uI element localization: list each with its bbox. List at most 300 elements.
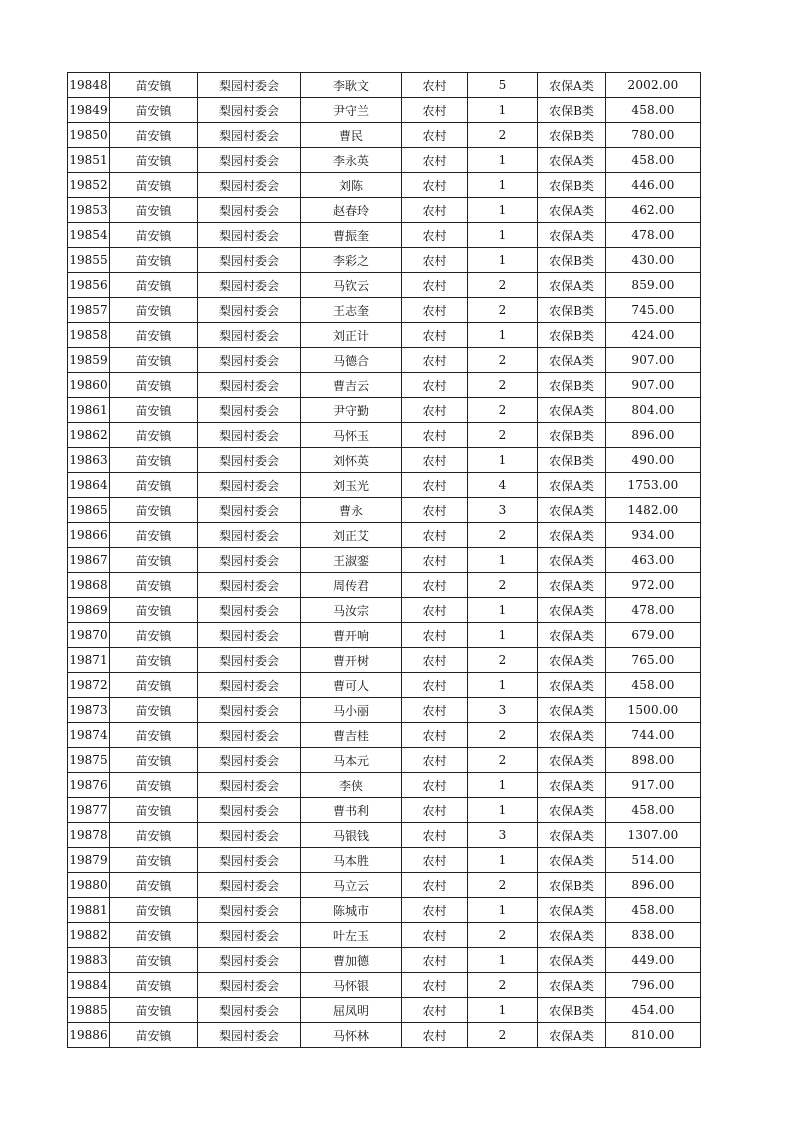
cell-town: 苗安镇 (110, 223, 198, 248)
cell-name: 李侠 (301, 773, 402, 798)
cell-type: 农村 (402, 248, 468, 273)
cell-amount: 458.00 (606, 798, 701, 823)
cell-type: 农村 (402, 148, 468, 173)
table-row (68, 848, 701, 873)
cell-town: 苗安镇 (110, 373, 198, 398)
cell-village: 梨园村委会 (198, 823, 301, 848)
cell-name: 王淑銮 (301, 548, 402, 573)
cell-name: 曹加德 (301, 948, 402, 973)
cell-village: 梨园村委会 (198, 148, 301, 173)
cell-village: 梨园村委会 (198, 273, 301, 298)
cell-id: 19882 (68, 923, 110, 948)
table-row (68, 698, 701, 723)
cell-town: 苗安镇 (110, 698, 198, 723)
cell-name: 马本胜 (301, 848, 402, 873)
cell-type: 农村 (402, 73, 468, 98)
cell-name: 刘陈 (301, 173, 402, 198)
cell-id: 19852 (68, 173, 110, 198)
table-row (68, 148, 701, 173)
cell-type: 农村 (402, 798, 468, 823)
table-row (68, 223, 701, 248)
cell-count: 1 (468, 623, 538, 648)
table-row (68, 423, 701, 448)
cell-town: 苗安镇 (110, 98, 198, 123)
cell-category: 农保A类 (538, 948, 606, 973)
table-row (68, 973, 701, 998)
cell-id: 19886 (68, 1023, 110, 1048)
cell-category: 农保B类 (538, 873, 606, 898)
cell-count: 3 (468, 498, 538, 523)
cell-id: 19878 (68, 823, 110, 848)
cell-amount: 804.00 (606, 398, 701, 423)
cell-type: 农村 (402, 123, 468, 148)
cell-village: 梨园村委会 (198, 723, 301, 748)
table-row (68, 248, 701, 273)
cell-name: 曹开响 (301, 623, 402, 648)
cell-town: 苗安镇 (110, 948, 198, 973)
cell-village: 梨园村委会 (198, 523, 301, 548)
cell-amount: 859.00 (606, 273, 701, 298)
cell-town: 苗安镇 (110, 848, 198, 873)
cell-name: 刘正计 (301, 323, 402, 348)
cell-type: 农村 (402, 748, 468, 773)
table-row (68, 648, 701, 673)
cell-name: 马本元 (301, 748, 402, 773)
cell-category: 农保A类 (538, 598, 606, 623)
cell-count: 2 (468, 423, 538, 448)
cell-category: 农保A类 (538, 348, 606, 373)
cell-type: 农村 (402, 473, 468, 498)
table-body (68, 73, 701, 1048)
cell-category: 农保A类 (538, 273, 606, 298)
cell-category: 农保A类 (538, 573, 606, 598)
cell-town: 苗安镇 (110, 723, 198, 748)
table-row (68, 623, 701, 648)
cell-count: 2 (468, 973, 538, 998)
table-row (68, 523, 701, 548)
cell-amount: 745.00 (606, 298, 701, 323)
cell-count: 1 (468, 898, 538, 923)
cell-name: 马怀林 (301, 1023, 402, 1048)
cell-count: 1 (468, 223, 538, 248)
cell-id: 19855 (68, 248, 110, 273)
cell-name: 刘怀英 (301, 448, 402, 473)
cell-name: 曹永 (301, 498, 402, 523)
cell-amount: 907.00 (606, 373, 701, 398)
cell-category: 农保A类 (538, 148, 606, 173)
table-row (68, 123, 701, 148)
cell-town: 苗安镇 (110, 798, 198, 823)
table-row (68, 873, 701, 898)
cell-category: 农保B类 (538, 373, 606, 398)
table-row (68, 598, 701, 623)
cell-village: 梨园村委会 (198, 748, 301, 773)
cell-town: 苗安镇 (110, 548, 198, 573)
cell-amount: 514.00 (606, 848, 701, 873)
cell-town: 苗安镇 (110, 523, 198, 548)
cell-amount: 810.00 (606, 1023, 701, 1048)
cell-type: 农村 (402, 498, 468, 523)
table-row (68, 948, 701, 973)
cell-count: 1 (468, 773, 538, 798)
cell-town: 苗安镇 (110, 348, 198, 373)
table-row (68, 173, 701, 198)
cell-amount: 454.00 (606, 998, 701, 1023)
cell-type: 农村 (402, 698, 468, 723)
cell-name: 李耿文 (301, 73, 402, 98)
cell-town: 苗安镇 (110, 623, 198, 648)
cell-id: 19851 (68, 148, 110, 173)
table-row (68, 448, 701, 473)
cell-village: 梨园村委会 (198, 973, 301, 998)
cell-name: 曹民 (301, 123, 402, 148)
cell-town: 苗安镇 (110, 73, 198, 98)
cell-village: 梨园村委会 (198, 698, 301, 723)
cell-id: 19850 (68, 123, 110, 148)
cell-type: 农村 (402, 448, 468, 473)
cell-type: 农村 (402, 523, 468, 548)
cell-village: 梨园村委会 (198, 223, 301, 248)
cell-count: 2 (468, 723, 538, 748)
cell-type: 农村 (402, 723, 468, 748)
cell-count: 2 (468, 923, 538, 948)
cell-id: 19875 (68, 748, 110, 773)
cell-type: 农村 (402, 673, 468, 698)
cell-category: 农保A类 (538, 548, 606, 573)
cell-village: 梨园村委会 (198, 773, 301, 798)
cell-town: 苗安镇 (110, 973, 198, 998)
cell-id: 19876 (68, 773, 110, 798)
cell-town: 苗安镇 (110, 748, 198, 773)
cell-category: 农保A类 (538, 898, 606, 923)
cell-name: 李永英 (301, 148, 402, 173)
cell-type: 农村 (402, 548, 468, 573)
cell-id: 19880 (68, 873, 110, 898)
cell-count: 1 (468, 998, 538, 1023)
table-row (68, 348, 701, 373)
cell-town: 苗安镇 (110, 673, 198, 698)
cell-village: 梨园村委会 (198, 348, 301, 373)
cell-category: 农保A类 (538, 498, 606, 523)
cell-category: 农保A类 (538, 673, 606, 698)
cell-id: 19861 (68, 398, 110, 423)
cell-category: 农保A类 (538, 523, 606, 548)
cell-type: 农村 (402, 198, 468, 223)
cell-village: 梨园村委会 (198, 248, 301, 273)
cell-village: 梨园村委会 (198, 1023, 301, 1048)
cell-village: 梨园村委会 (198, 798, 301, 823)
cell-id: 19883 (68, 948, 110, 973)
cell-type: 农村 (402, 648, 468, 673)
cell-name: 马怀玉 (301, 423, 402, 448)
table-row (68, 798, 701, 823)
cell-town: 苗安镇 (110, 273, 198, 298)
cell-village: 梨园村委会 (198, 573, 301, 598)
cell-village: 梨园村委会 (198, 173, 301, 198)
cell-amount: 934.00 (606, 523, 701, 548)
cell-town: 苗安镇 (110, 998, 198, 1023)
cell-amount: 896.00 (606, 873, 701, 898)
cell-id: 19877 (68, 798, 110, 823)
cell-category: 农保B类 (538, 323, 606, 348)
table-row (68, 98, 701, 123)
cell-town: 苗安镇 (110, 598, 198, 623)
cell-id: 19879 (68, 848, 110, 873)
cell-type: 农村 (402, 348, 468, 373)
cell-id: 19848 (68, 73, 110, 98)
cell-town: 苗安镇 (110, 423, 198, 448)
table-row (68, 398, 701, 423)
cell-name: 李彩之 (301, 248, 402, 273)
cell-id: 19856 (68, 273, 110, 298)
cell-count: 1 (468, 548, 538, 573)
cell-town: 苗安镇 (110, 248, 198, 273)
cell-type: 农村 (402, 423, 468, 448)
cell-village: 梨园村委会 (198, 848, 301, 873)
cell-count: 2 (468, 123, 538, 148)
table-row (68, 723, 701, 748)
cell-category: 农保A类 (538, 773, 606, 798)
cell-count: 2 (468, 398, 538, 423)
cell-name: 曹书利 (301, 798, 402, 823)
cell-id: 19885 (68, 998, 110, 1023)
cell-town: 苗安镇 (110, 823, 198, 848)
cell-type: 农村 (402, 223, 468, 248)
cell-type: 农村 (402, 173, 468, 198)
cell-count: 2 (468, 298, 538, 323)
cell-category: 农保A类 (538, 798, 606, 823)
table-row (68, 323, 701, 348)
cell-category: 农保A类 (538, 748, 606, 773)
data-table (67, 72, 701, 1048)
cell-amount: 898.00 (606, 748, 701, 773)
cell-id: 19868 (68, 573, 110, 598)
cell-type: 农村 (402, 998, 468, 1023)
cell-type: 农村 (402, 923, 468, 948)
cell-count: 5 (468, 73, 538, 98)
cell-village: 梨园村委会 (198, 498, 301, 523)
cell-amount: 458.00 (606, 98, 701, 123)
cell-name: 周传君 (301, 573, 402, 598)
cell-name: 曹开树 (301, 648, 402, 673)
cell-category: 农保A类 (538, 398, 606, 423)
cell-village: 梨园村委会 (198, 598, 301, 623)
table-row (68, 773, 701, 798)
cell-category: 农保A类 (538, 623, 606, 648)
cell-count: 1 (468, 948, 538, 973)
cell-village: 梨园村委会 (198, 98, 301, 123)
cell-village: 梨园村委会 (198, 623, 301, 648)
cell-town: 苗安镇 (110, 123, 198, 148)
cell-name: 马汝宗 (301, 598, 402, 623)
cell-count: 1 (468, 848, 538, 873)
cell-amount: 917.00 (606, 773, 701, 798)
cell-count: 3 (468, 698, 538, 723)
table-row (68, 373, 701, 398)
cell-id: 19864 (68, 473, 110, 498)
cell-town: 苗安镇 (110, 773, 198, 798)
cell-id: 19863 (68, 448, 110, 473)
cell-count: 1 (468, 98, 538, 123)
cell-count: 1 (468, 673, 538, 698)
cell-amount: 796.00 (606, 973, 701, 998)
cell-town: 苗安镇 (110, 398, 198, 423)
cell-category: 农保A类 (538, 973, 606, 998)
table-row (68, 823, 701, 848)
table-row (68, 73, 701, 98)
cell-amount: 430.00 (606, 248, 701, 273)
cell-town: 苗安镇 (110, 873, 198, 898)
cell-name: 曹可人 (301, 673, 402, 698)
cell-name: 曹吉云 (301, 373, 402, 398)
cell-town: 苗安镇 (110, 648, 198, 673)
table-row (68, 548, 701, 573)
cell-id: 19860 (68, 373, 110, 398)
cell-type: 农村 (402, 273, 468, 298)
cell-category: 农保A类 (538, 1023, 606, 1048)
cell-amount: 458.00 (606, 148, 701, 173)
cell-name: 曹吉桂 (301, 723, 402, 748)
cell-type: 农村 (402, 823, 468, 848)
cell-amount: 838.00 (606, 923, 701, 948)
cell-amount: 1307.00 (606, 823, 701, 848)
cell-category: 农保A类 (538, 473, 606, 498)
cell-id: 19870 (68, 623, 110, 648)
cell-id: 19867 (68, 548, 110, 573)
cell-village: 梨园村委会 (198, 548, 301, 573)
cell-count: 2 (468, 1023, 538, 1048)
cell-category: 农保B类 (538, 423, 606, 448)
cell-town: 苗安镇 (110, 448, 198, 473)
cell-id: 19881 (68, 898, 110, 923)
cell-name: 赵春玲 (301, 198, 402, 223)
cell-id: 19854 (68, 223, 110, 248)
cell-type: 农村 (402, 98, 468, 123)
table-row (68, 473, 701, 498)
cell-id: 19857 (68, 298, 110, 323)
table-row (68, 498, 701, 523)
cell-name: 尹守兰 (301, 98, 402, 123)
cell-type: 农村 (402, 973, 468, 998)
cell-name: 叶左玉 (301, 923, 402, 948)
table-row (68, 1023, 701, 1048)
cell-category: 农保B类 (538, 998, 606, 1023)
cell-name: 刘玉光 (301, 473, 402, 498)
cell-name: 马钦云 (301, 273, 402, 298)
cell-id: 19866 (68, 523, 110, 548)
cell-amount: 780.00 (606, 123, 701, 148)
cell-id: 19874 (68, 723, 110, 748)
cell-type: 农村 (402, 398, 468, 423)
cell-category: 农保A类 (538, 648, 606, 673)
cell-town: 苗安镇 (110, 573, 198, 598)
cell-count: 1 (468, 173, 538, 198)
cell-village: 梨园村委会 (198, 673, 301, 698)
cell-name: 马怀银 (301, 973, 402, 998)
cell-amount: 744.00 (606, 723, 701, 748)
cell-id: 19873 (68, 698, 110, 723)
cell-town: 苗安镇 (110, 898, 198, 923)
cell-amount: 463.00 (606, 548, 701, 573)
cell-count: 3 (468, 823, 538, 848)
cell-type: 农村 (402, 873, 468, 898)
cell-count: 1 (468, 323, 538, 348)
cell-count: 2 (468, 273, 538, 298)
cell-category: 农保B类 (538, 123, 606, 148)
cell-count: 1 (468, 448, 538, 473)
cell-town: 苗安镇 (110, 473, 198, 498)
cell-type: 农村 (402, 848, 468, 873)
cell-amount: 446.00 (606, 173, 701, 198)
cell-type: 农村 (402, 623, 468, 648)
cell-category: 农保B类 (538, 98, 606, 123)
cell-amount: 679.00 (606, 623, 701, 648)
table-row (68, 923, 701, 948)
cell-count: 2 (468, 873, 538, 898)
cell-amount: 478.00 (606, 598, 701, 623)
cell-amount: 462.00 (606, 198, 701, 223)
cell-village: 梨园村委会 (198, 73, 301, 98)
cell-count: 2 (468, 523, 538, 548)
table-row (68, 198, 701, 223)
cell-village: 梨园村委会 (198, 948, 301, 973)
table-row (68, 273, 701, 298)
cell-count: 2 (468, 648, 538, 673)
table-row (68, 748, 701, 773)
cell-amount: 2002.00 (606, 73, 701, 98)
cell-town: 苗安镇 (110, 148, 198, 173)
cell-category: 农保A类 (538, 223, 606, 248)
cell-count: 4 (468, 473, 538, 498)
cell-id: 19849 (68, 98, 110, 123)
cell-type: 农村 (402, 773, 468, 798)
cell-category: 农保A类 (538, 848, 606, 873)
cell-count: 1 (468, 598, 538, 623)
cell-village: 梨园村委会 (198, 648, 301, 673)
cell-name: 马立云 (301, 873, 402, 898)
cell-id: 19859 (68, 348, 110, 373)
cell-type: 农村 (402, 898, 468, 923)
cell-id: 19858 (68, 323, 110, 348)
cell-village: 梨园村委会 (198, 448, 301, 473)
cell-village: 梨园村委会 (198, 323, 301, 348)
cell-count: 1 (468, 248, 538, 273)
cell-amount: 907.00 (606, 348, 701, 373)
cell-count: 1 (468, 798, 538, 823)
cell-count: 1 (468, 198, 538, 223)
cell-town: 苗安镇 (110, 923, 198, 948)
cell-name: 马德合 (301, 348, 402, 373)
cell-town: 苗安镇 (110, 498, 198, 523)
cell-village: 梨园村委会 (198, 123, 301, 148)
cell-category: 农保A类 (538, 923, 606, 948)
cell-category: 农保A类 (538, 723, 606, 748)
cell-name: 刘正艾 (301, 523, 402, 548)
cell-id: 19869 (68, 598, 110, 623)
cell-amount: 972.00 (606, 573, 701, 598)
cell-id: 19872 (68, 673, 110, 698)
cell-id: 19865 (68, 498, 110, 523)
table-row (68, 673, 701, 698)
cell-village: 梨园村委会 (198, 473, 301, 498)
cell-id: 19853 (68, 198, 110, 223)
cell-amount: 449.00 (606, 948, 701, 973)
cell-village: 梨园村委会 (198, 298, 301, 323)
cell-amount: 1482.00 (606, 498, 701, 523)
cell-village: 梨园村委会 (198, 898, 301, 923)
cell-category: 农保A类 (538, 698, 606, 723)
cell-amount: 1753.00 (606, 473, 701, 498)
